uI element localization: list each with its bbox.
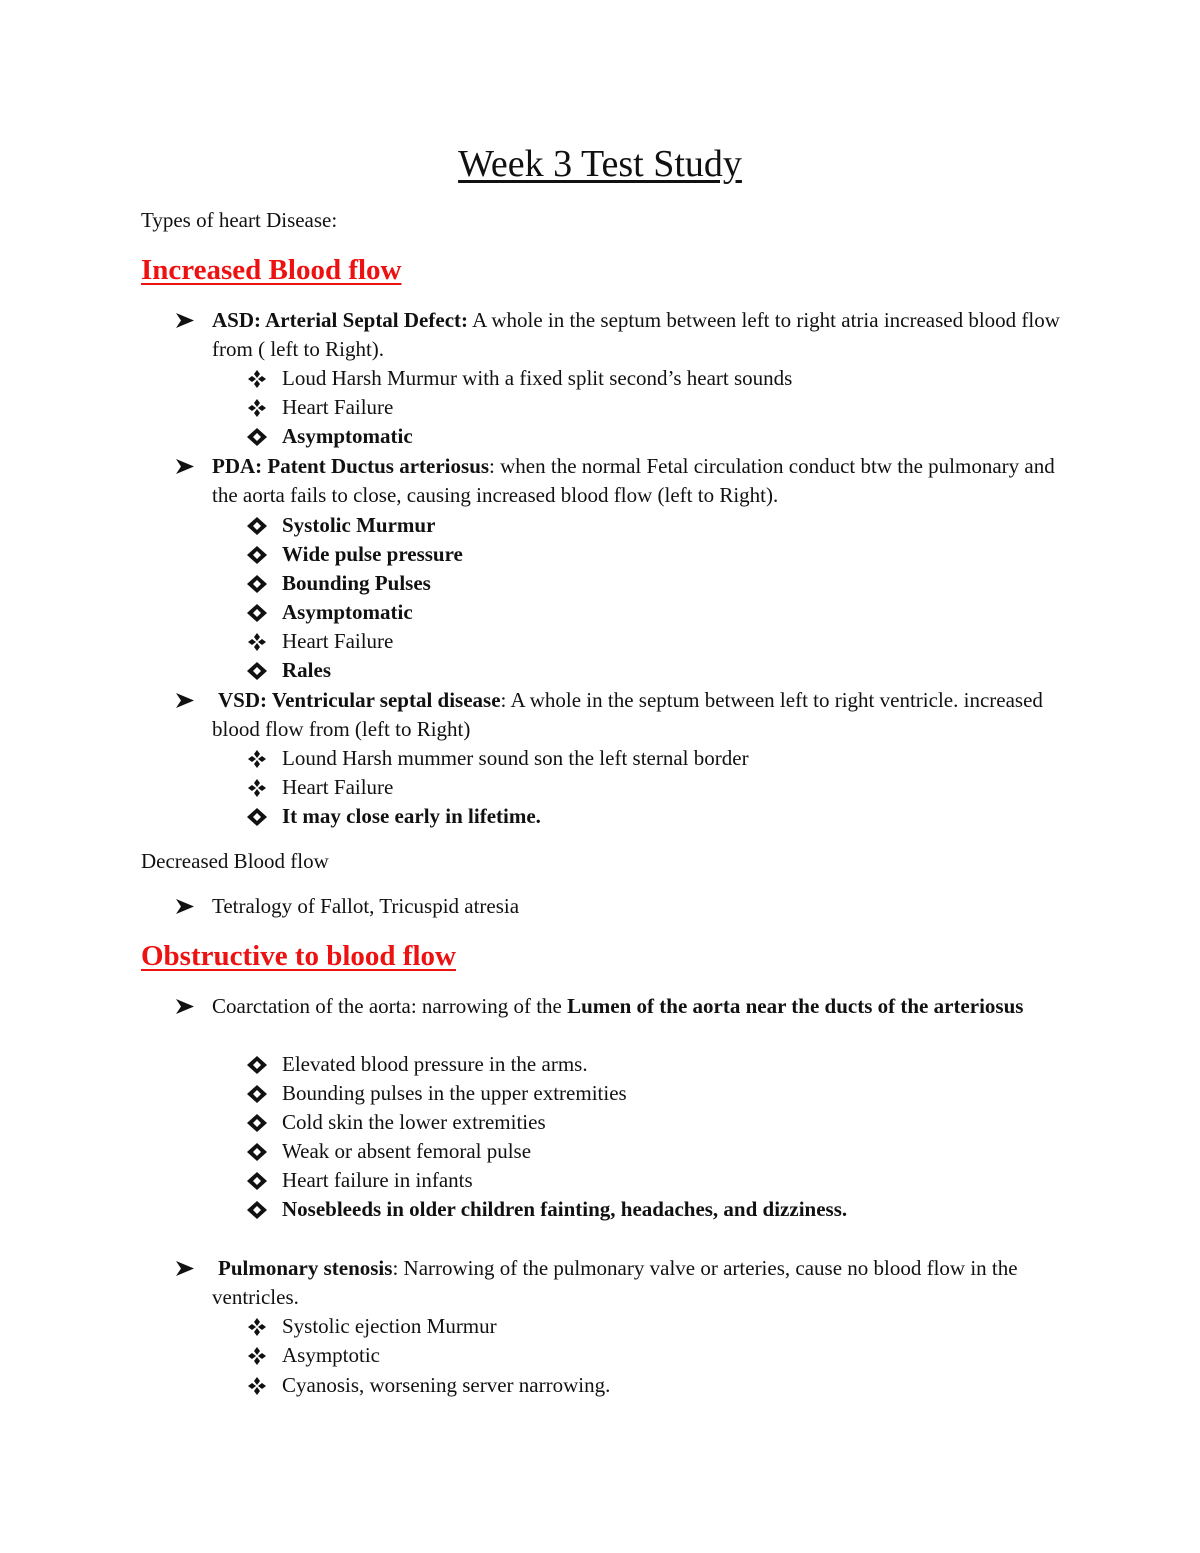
list-subitem [247, 569, 431, 598]
subitem-text: Weak or absent femoral pulse [282, 1139, 532, 1163]
solid-diamond-bullet-icon [247, 517, 267, 535]
solid-diamond-bullet-icon [247, 575, 267, 593]
subitem-text: Asymptomatic [282, 424, 413, 448]
solid-diamond-bullet-icon [247, 1056, 267, 1074]
list-subitem [247, 393, 393, 422]
pda-label: PDA: Patent Ductus arteriosus [212, 454, 490, 478]
diamond-bullet-icon [247, 779, 267, 797]
asd-label: ASD: Arterial Septal Defect: [212, 308, 468, 332]
arrow-bullet-icon [174, 1254, 198, 1283]
intro-text: Types of heart Disease: [141, 208, 338, 232]
vsd-label: VSD: Ventricular septal disease [218, 688, 501, 712]
page-title [0, 140, 1200, 188]
section-heading-obstructive: Obstructive to blood flow [141, 940, 456, 972]
list-item-tetralogy [174, 892, 1074, 921]
list-item-pda [174, 452, 1074, 510]
subitem-text: Asymptotic [282, 1343, 380, 1367]
subitem-text: Asymptomatic [282, 600, 413, 624]
arrow-bullet-icon [174, 452, 198, 481]
subitem-text: Rales [282, 658, 331, 682]
diamond-bullet-icon [247, 370, 267, 388]
vsd-text: : A whole in the septum between left to right ventricle. increased blood flow from (left to Right) [212, 688, 1043, 741]
subitem-text: Heart Failure [282, 629, 394, 653]
subitem-text: Bounding Pulses [282, 571, 431, 595]
subitem-text: Lound Harsh mummer sound son the left sternal border [282, 746, 749, 770]
diamond-bullet-icon [247, 750, 267, 768]
list-subitem [247, 1050, 588, 1079]
list-subitem [247, 511, 435, 540]
subitem-text: Cold skin the lower extremities [282, 1110, 546, 1134]
list-item-asd [174, 306, 1074, 364]
subitem-text: Systolic Murmur [282, 513, 436, 537]
arrow-bullet-icon [174, 686, 198, 715]
arrow-bullet-icon [174, 992, 198, 1021]
list-item-pulmonary-stenosis [174, 1254, 1074, 1312]
diamond-bullet-icon [247, 1347, 267, 1365]
list-subitem [247, 1166, 473, 1195]
list-subitem [247, 1312, 497, 1341]
coarctation-bold: Lumen of the aorta near the ducts of the arteriosus [567, 994, 1024, 1018]
solid-diamond-bullet-icon [247, 546, 267, 564]
subitem-text: Elevated blood pressure in the arms. [282, 1052, 588, 1076]
section-heading-decreased: Decreased Blood flow [141, 849, 329, 873]
subitem-text: Systolic ejection Murmur [282, 1314, 497, 1338]
solid-diamond-bullet-icon [247, 1172, 267, 1190]
list-subitem [247, 540, 463, 569]
solid-diamond-bullet-icon [247, 808, 267, 826]
ps-label: Pulmonary stenosis [218, 1256, 393, 1280]
subitem-text: Bounding pulses in the upper extremities [282, 1081, 627, 1105]
subitem-text: Heart Failure [282, 775, 394, 799]
page-title-text: Week 3 Test Study [458, 143, 742, 185]
list-item-vsd [174, 686, 1074, 744]
solid-diamond-bullet-icon [247, 1114, 267, 1132]
diamond-bullet-icon [247, 1318, 267, 1336]
list-subitem [247, 1195, 847, 1224]
list-subitem [247, 627, 393, 656]
tetralogy-text: Tetralogy of Fallot, Tricuspid atresia [212, 894, 520, 918]
solid-diamond-bullet-icon [247, 1143, 267, 1161]
diamond-bullet-icon [247, 633, 267, 651]
subitem-text: It may close early in lifetime. [282, 804, 541, 828]
list-subitem [247, 1079, 627, 1108]
solid-diamond-bullet-icon [247, 604, 267, 622]
arrow-bullet-icon [174, 892, 198, 921]
subitem-text: Wide pulse pressure [282, 542, 463, 566]
arrow-bullet-icon [174, 306, 198, 335]
diamond-bullet-icon [247, 1377, 267, 1395]
list-subitem [247, 364, 792, 393]
list-subitem [247, 1371, 610, 1400]
list-subitem [247, 1108, 546, 1137]
diamond-bullet-icon [247, 399, 267, 417]
list-subitem [247, 656, 331, 685]
list-item-coarctation [174, 992, 1074, 1021]
subitem-text: Nosebleeds in older children fainting, headaches, and dizziness. [282, 1197, 848, 1221]
coarctation-text: Coarctation of the aorta: narrowing of the [212, 994, 568, 1018]
solid-diamond-bullet-icon [247, 1085, 267, 1103]
section-heading-increased: Increased Blood flow [141, 254, 402, 286]
solid-diamond-bullet-icon [247, 1201, 267, 1219]
ps-text: : Narrowing of the pulmonary valve or arteries, cause no blood flow in the ventricles. [212, 1256, 1018, 1309]
list-subitem [247, 1137, 531, 1166]
list-subitem [247, 744, 749, 773]
subitem-text: Cyanosis, worsening server narrowing. [282, 1373, 611, 1397]
asd-text: A whole in the septum between left to right atria increased blood flow from ( left to Right). [212, 308, 1060, 361]
list-subitem [247, 1341, 380, 1370]
solid-diamond-bullet-icon [247, 428, 267, 446]
list-subitem [247, 598, 413, 627]
pda-text: : when the normal Fetal circulation conduct btw the pulmonary and the aorta fails to close, causing increased blood flow (left to Right). [212, 454, 1055, 507]
subitem-text: Loud Harsh Murmur with a fixed split second’s heart sounds [282, 366, 793, 390]
list-subitem [247, 802, 541, 831]
subitem-text: Heart failure in infants [282, 1168, 473, 1192]
solid-diamond-bullet-icon [247, 662, 267, 680]
list-subitem [247, 773, 393, 802]
list-subitem [247, 422, 413, 451]
subitem-text: Heart Failure [282, 395, 394, 419]
